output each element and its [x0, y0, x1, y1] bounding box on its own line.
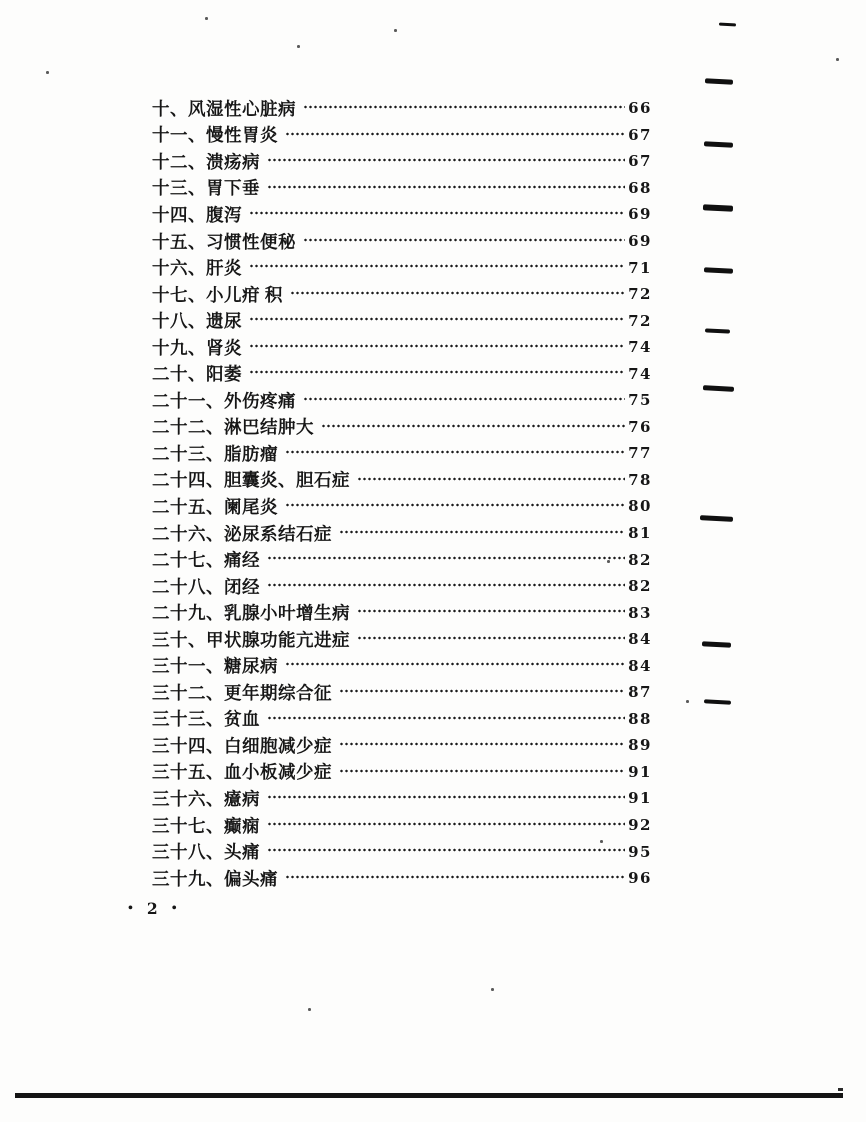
toc-entry-page-number: 82 [628, 550, 652, 569]
footer-right-dot: • [171, 900, 177, 916]
toc-entry-page-number: 87 [628, 683, 652, 702]
toc-entry-page-number: 72 [628, 285, 652, 304]
toc-dot-leader [285, 652, 625, 679]
toc-entry-page-number: 74 [628, 338, 652, 357]
toc-entry [152, 865, 652, 892]
noise-speck [394, 29, 397, 32]
toc-entry [152, 520, 652, 547]
toc-entry [152, 307, 652, 334]
noise-speck [297, 45, 300, 48]
toc-dot-leader [285, 440, 625, 467]
toc-entry-title: 二十五、阑尾炎 [152, 496, 278, 517]
scan-mark [704, 699, 731, 704]
table-of-contents [152, 95, 652, 891]
scan-mark [700, 515, 733, 522]
scan-mark [702, 641, 731, 648]
toc-entry-page-number: 89 [628, 736, 652, 755]
toc-dot-leader [321, 414, 625, 441]
noise-speck [836, 58, 839, 61]
toc-entry-title: 二十七、痛经 [152, 550, 260, 571]
toc-entry-page-number: 69 [628, 205, 652, 224]
toc-entry-page-number: 74 [628, 364, 652, 383]
toc-entry [152, 759, 652, 786]
toc-entry [152, 414, 652, 441]
toc-entry-title: 三十、甲状腺功能亢进症 [152, 629, 350, 650]
toc-dot-leader [285, 865, 625, 892]
toc-entry-page-number: 68 [628, 178, 652, 197]
toc-entry-title: 二十三、脂肪瘤 [152, 443, 278, 464]
toc-entry-title: 三十六、癔病 [152, 788, 260, 809]
toc-entry [152, 706, 652, 733]
toc-entry [152, 201, 652, 228]
toc-entry [152, 254, 652, 281]
toc-entry-page-number: 75 [628, 391, 652, 410]
footer-page-number: 2 [146, 899, 158, 918]
toc-entry-title: 三十二、更年期综合征 [152, 682, 332, 703]
toc-entry-title: 三十一、糖尿病 [152, 656, 278, 677]
toc-entry-page-number: 78 [628, 470, 652, 489]
toc-dot-leader [339, 732, 625, 759]
noise-speck [686, 700, 689, 703]
toc-entry [152, 626, 652, 653]
toc-entry [152, 440, 652, 467]
toc-dot-leader [267, 175, 625, 202]
toc-entry-title: 十七、小儿疳 积 [152, 284, 283, 305]
toc-entry-page-number: 84 [628, 630, 652, 649]
toc-dot-leader [267, 838, 625, 865]
toc-entry-title: 二十一、外伤疼痛 [152, 390, 296, 411]
toc-dot-leader [267, 148, 625, 175]
toc-entry-title: 十五、习惯性便秘 [152, 231, 296, 252]
toc-entry [152, 732, 652, 759]
scan-mark [704, 267, 733, 273]
noise-speck [46, 71, 49, 74]
toc-dot-leader [249, 254, 625, 281]
toc-entry-page-number: 84 [628, 656, 652, 675]
toc-entry [152, 360, 652, 387]
toc-entry-title: 十、风湿性心脏病 [152, 98, 296, 119]
toc-dot-leader [290, 281, 625, 308]
toc-entry-title: 二十、阳萎 [152, 364, 242, 385]
toc-entry-page-number: 92 [628, 816, 652, 835]
toc-entry-title: 十九、肾炎 [152, 337, 242, 358]
toc-dot-leader [249, 334, 625, 361]
toc-entry-page-number: 76 [628, 417, 652, 436]
toc-dot-leader [357, 599, 625, 626]
toc-entry-page-number: 67 [628, 125, 652, 144]
toc-entry [152, 387, 652, 414]
toc-entry-page-number: 77 [628, 444, 652, 463]
scan-mark [719, 23, 736, 26]
toc-entry-title: 十一、慢性胃炎 [152, 125, 278, 146]
toc-entry-page-number: 72 [628, 311, 652, 330]
bottom-rule-tick [838, 1088, 843, 1091]
toc-entry-title: 十四、腹泻 [152, 204, 242, 225]
toc-dot-leader [267, 706, 625, 733]
toc-entry-title: 三十七、癫痫 [152, 815, 260, 836]
toc-entry-title: 三十三、贫血 [152, 709, 260, 730]
toc-entry [152, 95, 652, 122]
toc-entry-page-number: 91 [628, 789, 652, 808]
toc-dot-leader [303, 228, 625, 255]
toc-dot-leader [285, 122, 625, 149]
toc-entry-page-number: 66 [628, 99, 652, 118]
scan-mark [703, 385, 734, 392]
toc-entry [152, 838, 652, 865]
toc-entry-title: 三十九、偏头痛 [152, 868, 278, 889]
toc-entry [152, 175, 652, 202]
toc-dot-leader [267, 546, 625, 573]
toc-dot-leader [249, 201, 625, 228]
toc-dot-leader [267, 573, 625, 600]
scan-mark [705, 328, 730, 333]
toc-dot-leader [357, 626, 625, 653]
toc-entry-title: 二十六、泌尿系结石症 [152, 523, 332, 544]
toc-entry-page-number: 91 [628, 762, 652, 781]
toc-dot-leader [339, 679, 625, 706]
toc-entry-title: 二十九、乳腺小叶增生病 [152, 603, 350, 624]
noise-speck [308, 1008, 311, 1011]
scan-mark [704, 141, 733, 147]
noise-speck [607, 560, 610, 563]
toc-entry-page-number: 71 [628, 258, 652, 277]
toc-entry-title: 三十四、白细胞减少症 [152, 735, 332, 756]
toc-entry-page-number: 80 [628, 497, 652, 516]
toc-entry-page-number: 95 [628, 842, 652, 861]
toc-dot-leader [339, 759, 625, 786]
toc-entry [152, 812, 652, 839]
scan-mark [703, 204, 733, 211]
toc-entry-title: 二十二、淋巴结肿大 [152, 417, 314, 438]
toc-entry [152, 122, 652, 149]
toc-entry-title: 十六、肝炎 [152, 258, 242, 279]
toc-dot-leader [267, 812, 625, 839]
footer-left-dot: • [128, 900, 133, 916]
toc-dot-leader [249, 307, 625, 334]
toc-dot-leader [339, 520, 625, 547]
toc-entry-title: 二十四、胆囊炎、胆石症 [152, 470, 350, 491]
toc-entry-title: 三十八、头痛 [152, 842, 260, 863]
toc-entry-title: 十三、胃下垂 [152, 178, 260, 199]
toc-entry-page-number: 96 [628, 869, 652, 888]
toc-dot-leader [285, 493, 625, 520]
toc-entry-page-number: 67 [628, 152, 652, 171]
toc-entry [152, 573, 652, 600]
toc-entry-page-number: 82 [628, 577, 652, 596]
toc-entry [152, 281, 652, 308]
toc-entry-title: 十二、溃疡病 [152, 151, 260, 172]
toc-entry [152, 679, 652, 706]
toc-entry [152, 546, 652, 573]
noise-speck [205, 17, 208, 20]
toc-entry-page-number: 83 [628, 603, 652, 622]
toc-entry-title: 十八、遗尿 [152, 311, 242, 332]
noise-speck [600, 840, 603, 843]
toc-entry [152, 493, 652, 520]
page-footer [128, 901, 177, 917]
toc-entry [152, 652, 652, 679]
toc-entry [152, 148, 652, 175]
toc-dot-leader [303, 387, 625, 414]
toc-entry-title: 三十五、血小板减少症 [152, 762, 332, 783]
bottom-scan-line [15, 1093, 843, 1098]
noise-speck [491, 988, 494, 991]
toc-entry [152, 467, 652, 494]
toc-entry-page-number: 69 [628, 232, 652, 250]
toc-entry [152, 334, 652, 361]
toc-entry-page-number: 88 [628, 709, 652, 728]
scan-mark [705, 78, 733, 84]
toc-entry [152, 228, 652, 255]
toc-entry-title: 二十八、闭经 [152, 576, 260, 597]
toc-entry [152, 785, 652, 812]
toc-entry [152, 599, 652, 626]
toc-dot-leader [357, 467, 625, 494]
toc-dot-leader [303, 95, 625, 122]
toc-dot-leader [267, 785, 625, 812]
toc-dot-leader [249, 360, 625, 387]
toc-entry-page-number: 81 [628, 524, 652, 543]
